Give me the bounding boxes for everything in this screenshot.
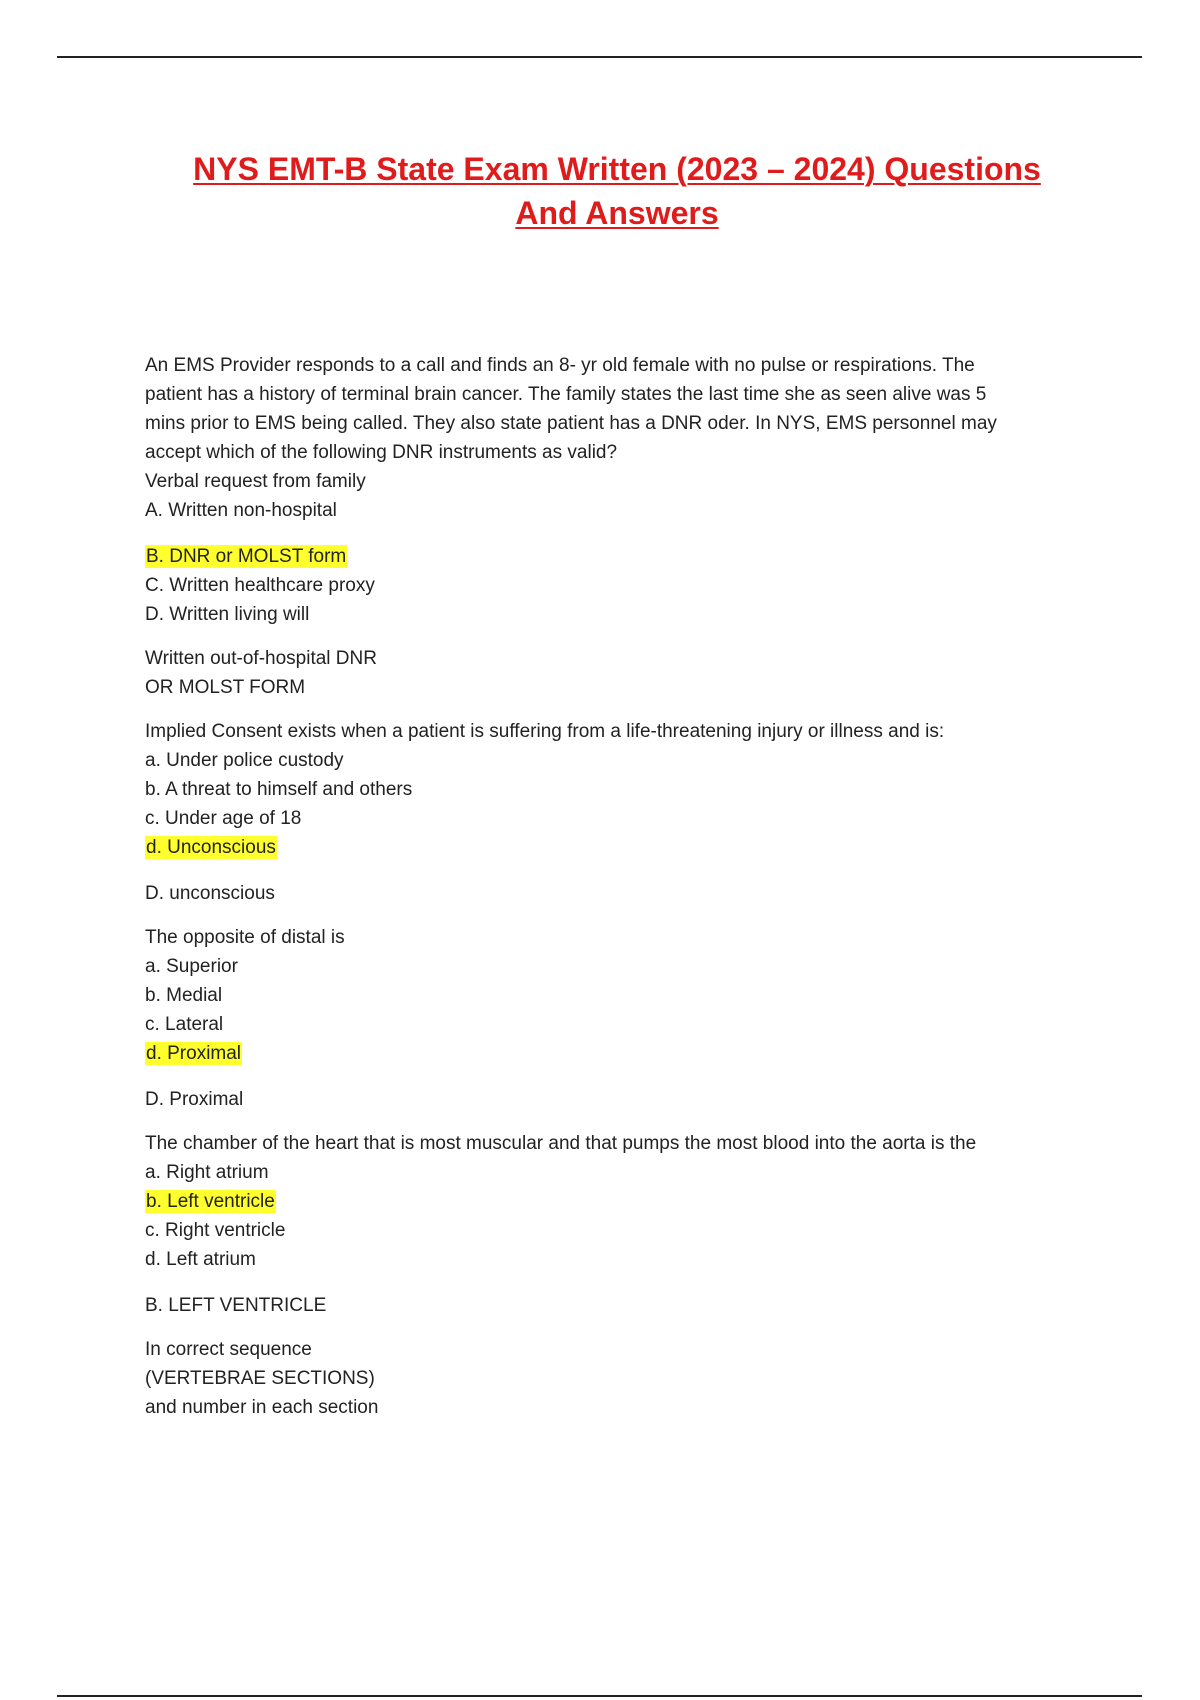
question-1-option-d: D. Written living will — [145, 604, 310, 625]
document-title — [0, 147, 1200, 235]
question-2-answer: D. unconscious — [145, 883, 275, 904]
highlighted-answer: B. DNR or MOLST form — [146, 546, 347, 567]
question-2-option-c: c. Under age of 18 — [145, 808, 302, 829]
question-1-block — [145, 351, 1075, 702]
question-3-text: The opposite of distal is — [145, 927, 345, 948]
bottom-rule — [57, 1695, 1142, 1697]
question-4-option-c: c. Right ventricle — [145, 1220, 286, 1241]
question-4-answer: B. LEFT VENTRICLE — [145, 1295, 327, 1316]
title-line-2: And Answers — [515, 195, 719, 231]
highlighted-answer: b. Left ventricle — [146, 1191, 275, 1212]
question-1-answer: Written out-of-hospital DNR — [145, 648, 377, 669]
question-4-option-a: a. Right atrium — [145, 1162, 269, 1183]
question-1-line: A. Written non-hospital — [145, 500, 337, 521]
question-3-option-d — [145, 1039, 1075, 1068]
question-5-line: In correct sequence — [145, 1339, 312, 1360]
question-4-block — [145, 1129, 1075, 1320]
question-2-option-a: a. Under police custody — [145, 750, 344, 771]
question-2-option-b: b. A threat to himself and others — [145, 779, 413, 800]
title-line-1: NYS EMT-B State Exam Written (2023 – 2024) Questions — [193, 151, 1041, 187]
question-1-line: mins prior to EMS being called. They also state patient has a DNR oder. In NYS, EMS personnel may — [145, 413, 997, 434]
question-1-answer: OR MOLST FORM — [145, 677, 306, 698]
question-3-block — [145, 923, 1075, 1114]
document-body — [145, 351, 1075, 1422]
question-3-option-c: c. Lateral — [145, 1014, 224, 1035]
question-1-line: An EMS Provider responds to a call and finds an 8- yr old female with no pulse or respirations. The — [145, 355, 975, 376]
question-3-option-a: a. Superior — [145, 956, 238, 977]
question-2-block — [145, 717, 1075, 908]
highlighted-answer: d. Unconscious — [146, 837, 276, 858]
question-1-option-b — [145, 542, 1075, 571]
question-2-text: Implied Consent exists when a patient is suffering from a life-threatening injury or illness and is: — [145, 721, 945, 742]
question-2-option-d — [145, 833, 1075, 862]
question-3-answer: D. Proximal — [145, 1089, 244, 1110]
question-5-block — [145, 1335, 1075, 1422]
question-4-option-d: d. Left atrium — [145, 1249, 256, 1270]
question-4-option-b — [145, 1187, 1075, 1216]
question-5-line: (VERTEBRAE SECTIONS) — [145, 1368, 375, 1389]
highlighted-answer: d. Proximal — [146, 1043, 242, 1064]
question-5-line: and number in each section — [145, 1397, 379, 1418]
question-1-line: patient has a history of terminal brain cancer. The family states the last time she as seen alive was 5 — [145, 384, 987, 405]
question-1-option-c: C. Written healthcare proxy — [145, 575, 375, 596]
question-1-line: accept which of the following DNR instruments as valid? — [145, 442, 618, 463]
top-rule — [57, 56, 1142, 58]
question-4-text: The chamber of the heart that is most muscular and that pumps the most blood into the aorta is the — [145, 1133, 977, 1154]
question-3-option-b: b. Medial — [145, 985, 223, 1006]
question-1-line: Verbal request from family — [145, 471, 366, 492]
